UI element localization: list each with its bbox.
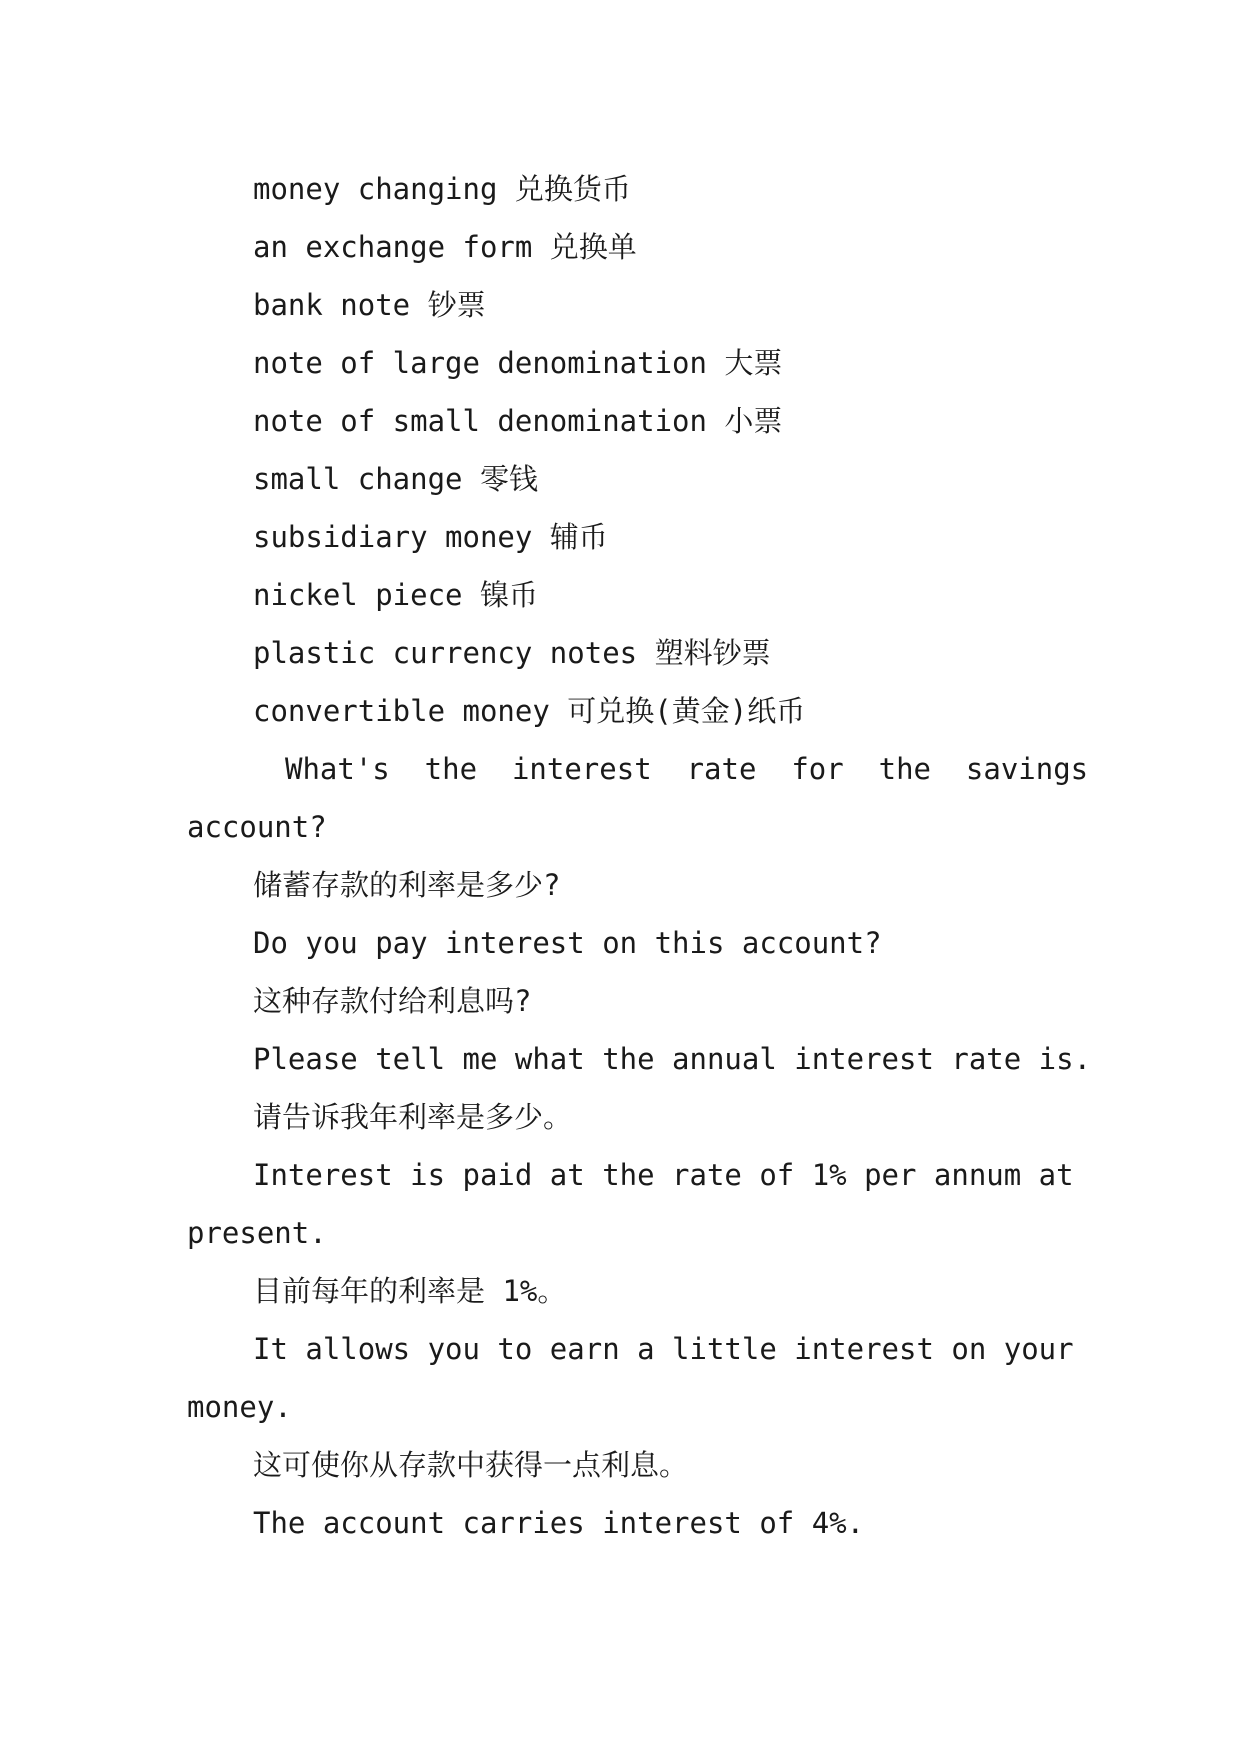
vocab-line-small-denomination: note of small denomination 小票 [253, 404, 783, 438]
sentence-interest-rate-question: What's the interest rate for the savings [285, 752, 1089, 786]
sentence-annual-rate-request: Please tell me what the annual interest rate is. [253, 1042, 1092, 1076]
document-body [187, 160, 1092, 1552]
vocab-line-bank-note: bank note 钞票 [253, 288, 486, 322]
sentence-earn-interest: It allows you to earn a little interest on your [253, 1332, 1074, 1366]
sentence-pay-interest-question: Do you pay interest on this account? [253, 926, 882, 960]
sentence-interest-paid: Interest is paid at the rate of 1% per annum at [253, 1158, 1074, 1192]
vocab-line-plastic-notes: plastic currency notes 塑料钞票 [253, 636, 771, 670]
vocab-line-nickel-piece: nickel piece 镍币 [253, 578, 538, 612]
sentence-interest-paid-cont: present. [187, 1216, 327, 1250]
sentence-pay-interest-question-cn: 这种存款付给利息吗? [253, 984, 532, 1018]
vocab-line-money-changing: money changing 兑换货币 [253, 172, 631, 206]
vocab-line-exchange-form: an exchange form 兑换单 [253, 230, 637, 264]
sentence-interest-rate-question-cn: 储蓄存款的利率是多少? [253, 868, 561, 902]
vocab-line-small-change: small change 零钱 [253, 462, 538, 496]
sentence-earn-interest-cn: 这可使你从存款中获得一点利息。 [253, 1448, 689, 1482]
vocab-line-large-denomination: note of large denomination 大票 [253, 346, 783, 380]
sentence-earn-interest-cont: money. [187, 1390, 292, 1424]
sentence-account-carries-interest: The account carries interest of 4%. [253, 1506, 865, 1540]
sentence-interest-paid-cn: 目前每年的利率是 1%。 [253, 1274, 567, 1308]
vocab-line-convertible-money: convertible money 可兑换(黄金)纸币 [253, 694, 806, 728]
sentence-annual-rate-request-cn: 请告诉我年利率是多少。 [253, 1100, 573, 1134]
vocab-line-subsidiary-money: subsidiary money 辅币 [253, 520, 608, 554]
sentence-interest-rate-question-cont: account? [187, 810, 327, 844]
